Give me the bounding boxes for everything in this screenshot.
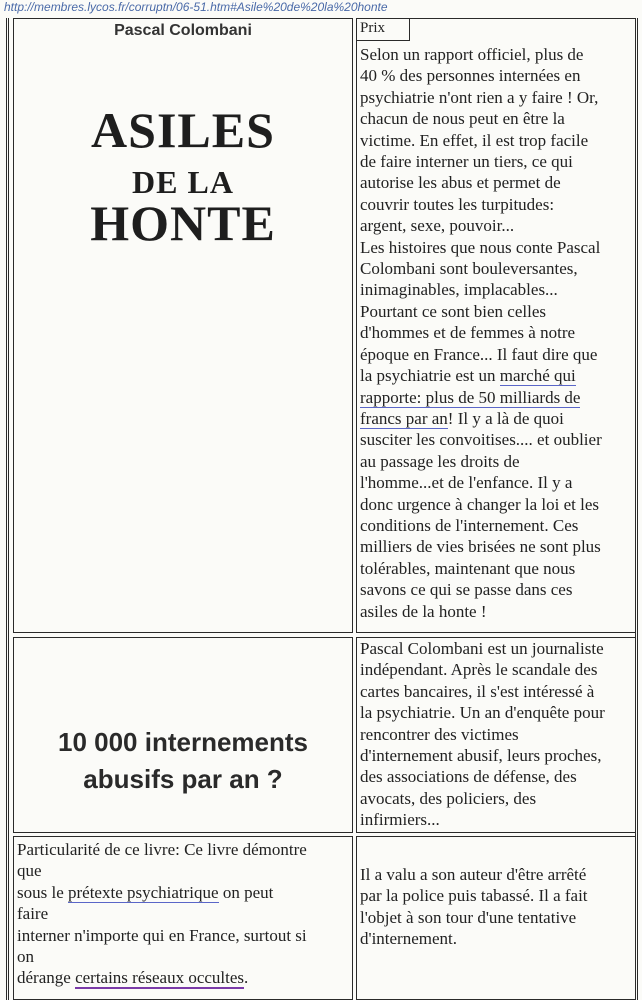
description-line: époque en France... Il faut dire que: [360, 344, 598, 364]
book-table: [6, 18, 638, 1000]
description-fragment: la psychiatrie est un: [360, 366, 500, 386]
description-line: de faire interner un tiers, ce qui: [360, 152, 573, 172]
underlined-milliards-phrase: rapporte: plus de 50 milliards de: [360, 387, 581, 407]
bio-line: indépendant. Après le scandale des: [360, 660, 598, 680]
author-bio-text: [360, 638, 633, 831]
bio-line: avocats, des policiers, des: [360, 788, 537, 808]
description-line: Pourtant ce sont bien celles: [360, 301, 547, 321]
particularite-line: que: [17, 861, 42, 881]
cover-cell: [13, 18, 353, 633]
description-line: victime. En effet, il est trop facile: [360, 130, 589, 150]
description-line: argent, sexe, pouvoir...: [360, 216, 515, 236]
headline-line2: abusifs par an ?: [83, 764, 283, 794]
particularite-fragment: .: [244, 968, 249, 988]
description-line: susciter les convoitises.... et oublier: [360, 430, 602, 450]
bio-line: la psychiatrie. Un an d'enquête pour: [360, 703, 605, 723]
description-line: au passage les droits de: [360, 451, 520, 471]
description-line: [360, 365, 633, 386]
particularite-text: [17, 839, 348, 989]
particularite-line: [17, 967, 348, 988]
particularite-fragment: sous le: [17, 882, 68, 902]
particularite-line: interner n'importe qui en France, surtout si: [17, 925, 307, 945]
description-line: l'homme...et de l'enfance. Il y a: [360, 473, 573, 493]
description-line: Selon un rapport officiel, plus de: [360, 45, 584, 64]
headline: [14, 724, 352, 798]
description-line: chacun de nous peut en être la: [360, 109, 565, 129]
cover-title-line1: ASILES: [91, 102, 275, 158]
author-bio-cell: [356, 637, 636, 833]
underlined-market-phrase: marché qui: [499, 366, 576, 386]
bio-line: d'internement abusif, leurs proches,: [360, 746, 602, 766]
description-line: Colombani sont bouleversantes,: [360, 259, 578, 279]
description-cell: [356, 18, 636, 633]
bio-line: des associations de défense, des: [360, 767, 577, 787]
headline-line1: 10 000 internements: [57, 727, 308, 757]
particularite-line: on: [17, 947, 34, 967]
arrest-line: d'internement.: [360, 929, 458, 949]
arrest-line: Il a valu a son auteur d'être arrêté: [360, 865, 587, 884]
prix-label: Prix: [357, 19, 410, 41]
source-url[interactable]: http://membres.lycos.fr/corruptn/06-51.htm#Asile%20de%20la%20honte: [4, 0, 388, 14]
description-line: autorise les abus et permet de: [360, 173, 561, 193]
description-fragment: ! Il y a là de quoi: [447, 408, 564, 428]
description-line: Les histoires que nous conte Pascal: [360, 237, 601, 257]
description-line: conditions de l'internement. Ces: [360, 515, 579, 535]
description-line: asiles de la honte !: [360, 601, 487, 621]
particularite-fragment: on peut: [218, 882, 274, 902]
arrest-note-text: [360, 864, 633, 950]
bio-line: infirmiers...: [360, 810, 440, 830]
headline-cell: [13, 637, 353, 833]
cover-title-line3: HONTE: [90, 195, 276, 251]
bio-line: Pascal Colombani est un journaliste: [360, 639, 604, 658]
particularite-line: [17, 882, 348, 903]
underlined-pretexte-phrase: prétexte psychiatrique: [68, 882, 219, 902]
description-line: psychiatrie n'ont rien a y faire ! Or,: [360, 87, 599, 107]
description-line: tolérables, maintenant que nous: [360, 558, 576, 578]
description-text: [360, 44, 633, 622]
description-line: [360, 408, 633, 429]
description-line: 40 % des personnes internées en: [360, 66, 581, 86]
description-line: savons ce qui se passe dans ces: [360, 580, 573, 600]
particularite-fragment: dérange: [17, 968, 76, 988]
description-line: inimaginables, implacables...: [360, 280, 558, 300]
description-line: donc urgence à changer la loi et les: [360, 494, 599, 514]
particularite-line: Particularité de ce livre: Ce livre démontre: [17, 840, 307, 859]
cover-title-line2: DE LA: [132, 164, 234, 200]
description-line: couvrir toutes les turpitudes:: [360, 194, 555, 214]
bio-line: rencontrer des victimes: [360, 724, 519, 744]
description-line: d'hommes et de femmes à notre: [360, 323, 576, 343]
arrest-line: l'objet à son tour d'une tentative: [360, 907, 577, 927]
description-line: milliers de vies brisées ne sont plus: [360, 537, 601, 557]
cover-author: Pascal Colombani: [114, 22, 252, 39]
arrest-note-cell: [356, 836, 636, 1000]
underlined-reseaux-phrase: certains réseaux occultes: [75, 968, 245, 988]
description-line: [360, 387, 633, 408]
particularite-cell: [13, 836, 353, 1000]
particularite-line: faire: [17, 904, 49, 924]
bio-line: cartes bancaires, il s'est intéressé à: [360, 681, 595, 701]
arrest-line: par la police puis tabassé. Il a fait: [360, 886, 588, 906]
underlined-francs-phrase: francs par an: [360, 408, 448, 428]
